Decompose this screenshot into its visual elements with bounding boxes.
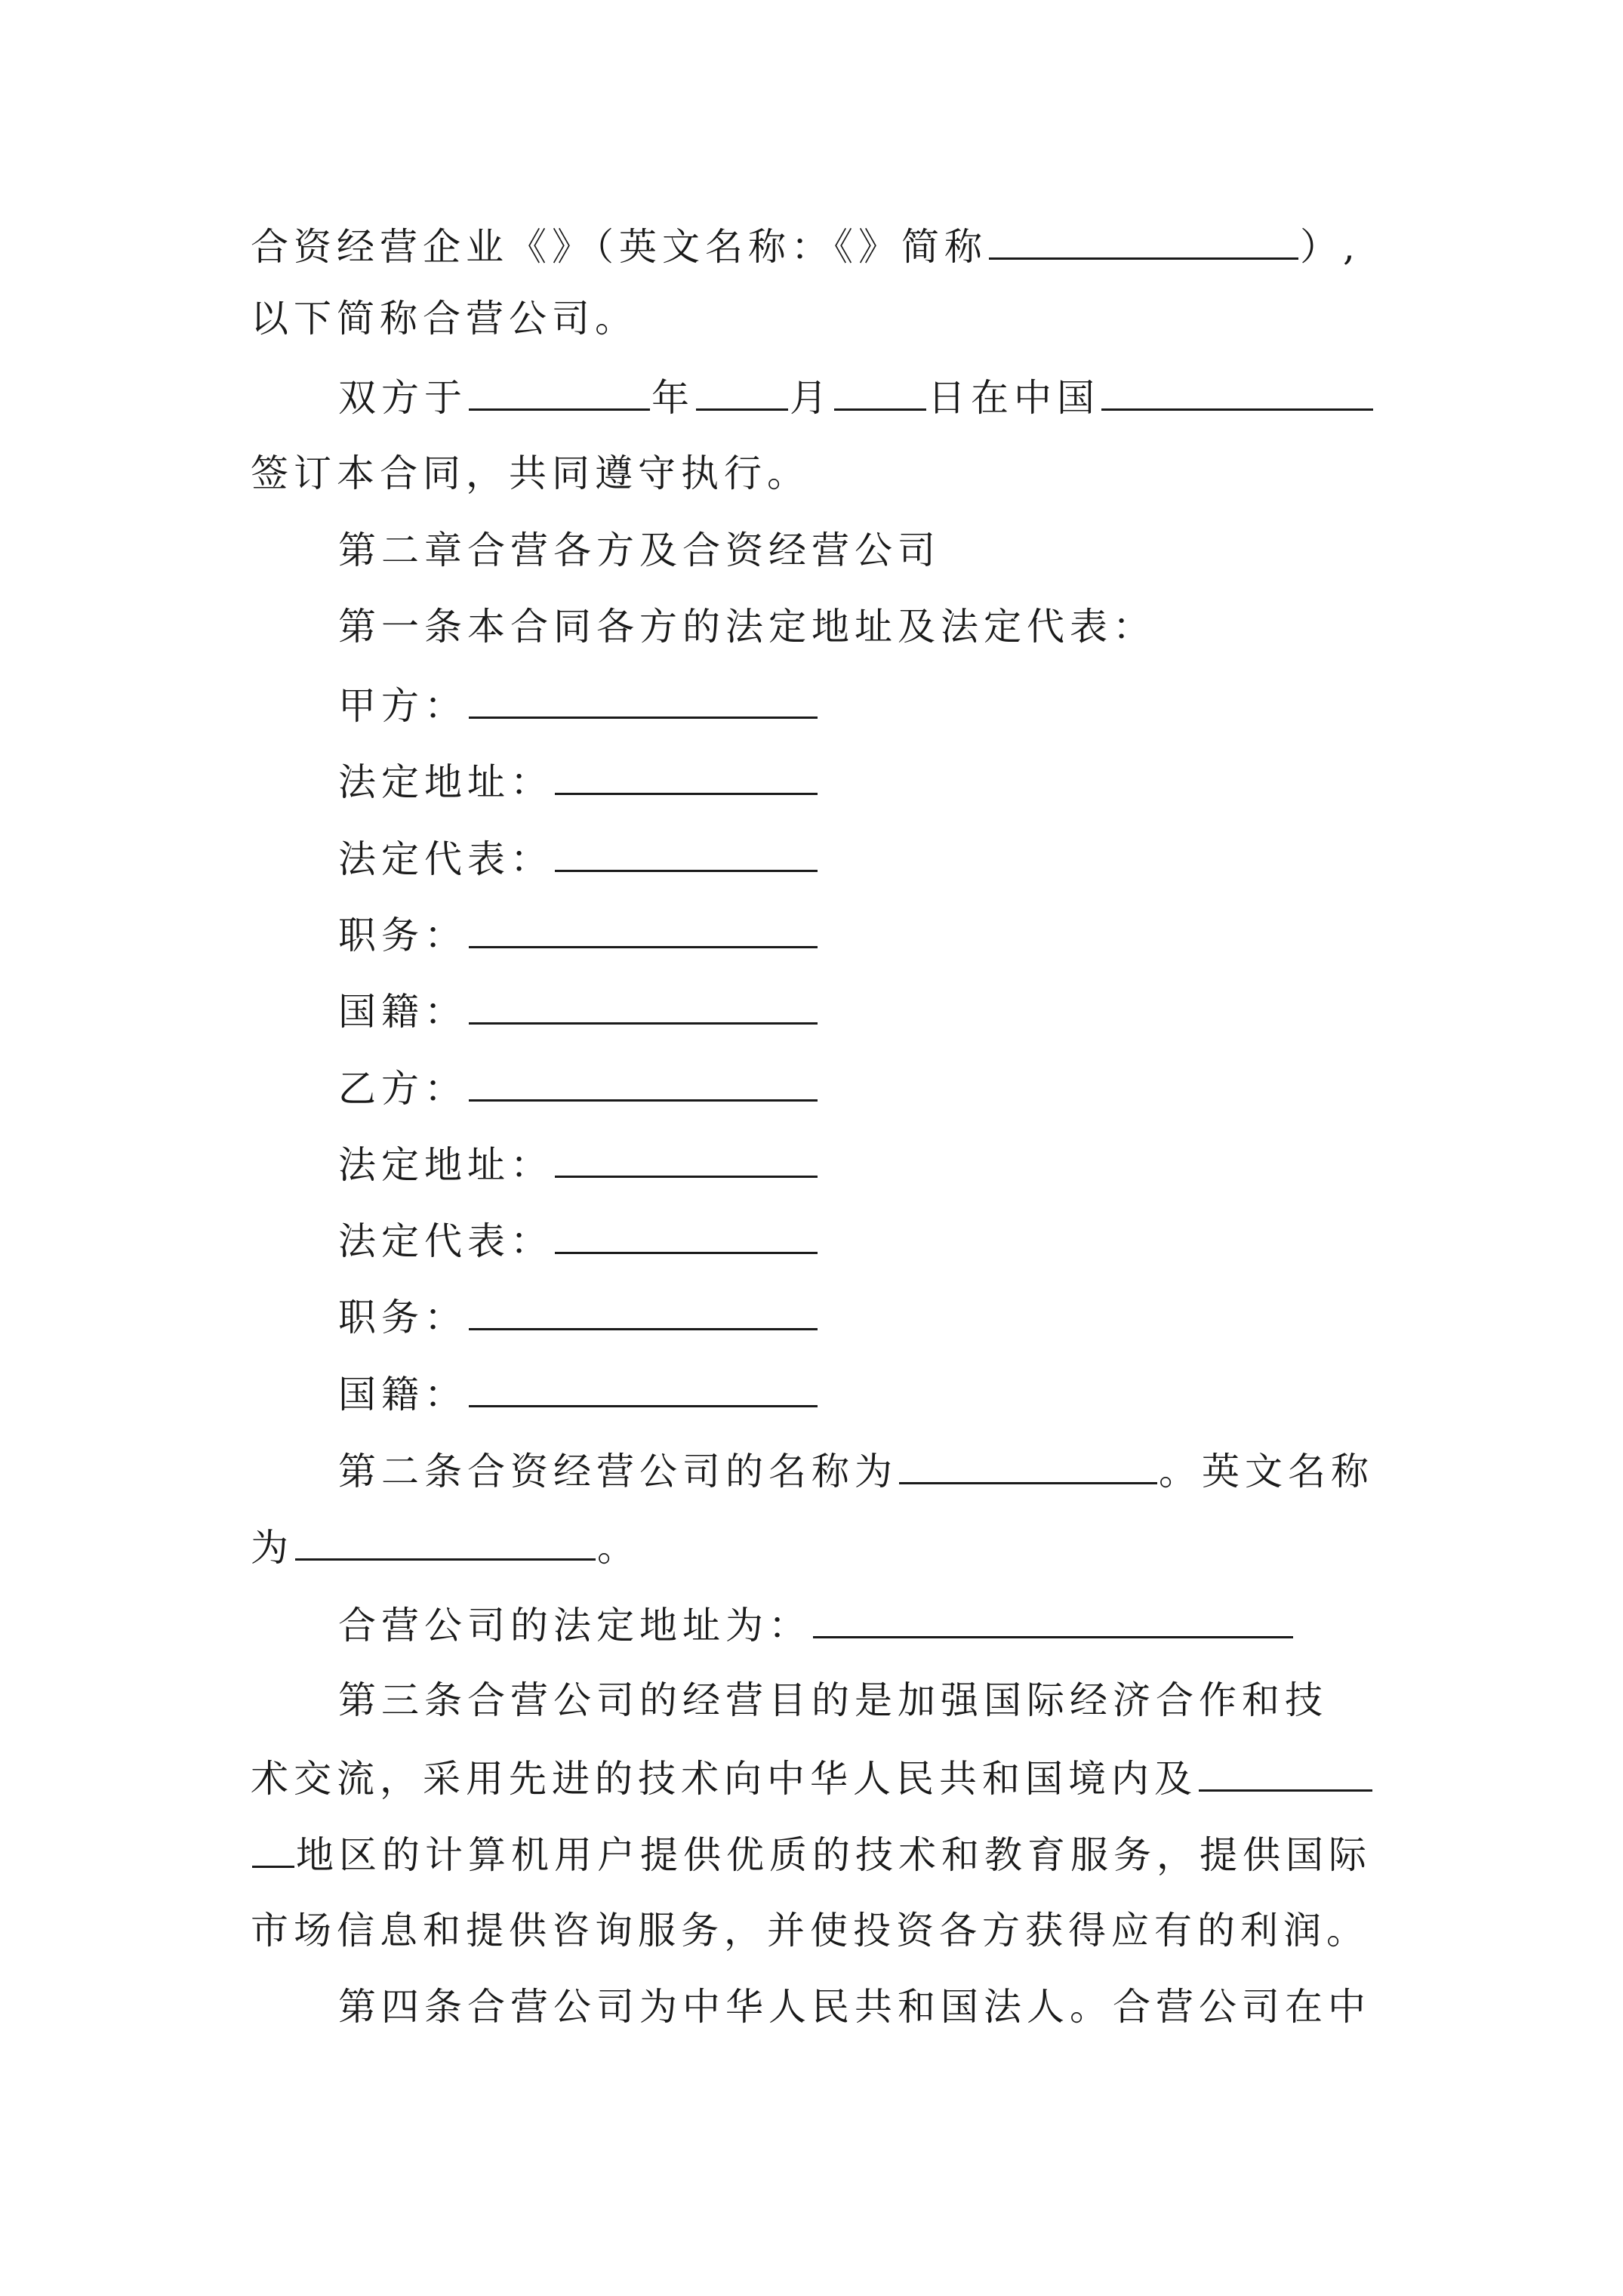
field-label: 甲方： [338, 684, 467, 728]
party-a-address-line [338, 758, 819, 803]
text-segment: 第二章合营各方及合资经营公司 [338, 529, 941, 572]
fill-in-blank [555, 835, 818, 872]
fill-in-blank [469, 1293, 818, 1330]
text-line [251, 1831, 1372, 1876]
text-line [251, 1908, 1369, 1953]
field-label: 国籍： [338, 1373, 467, 1416]
party-b-representative-line [338, 1217, 819, 1262]
text-segment: 月 [790, 376, 833, 420]
text-segment: 第四条合营公司为中华人民共和国法人。合营公司在中 [338, 1985, 1371, 2029]
chapter-heading [338, 528, 941, 573]
field-label: 法定地址： [338, 760, 553, 804]
fill-in-blank [555, 1141, 818, 1178]
fill-in-blank [813, 1601, 1293, 1638]
party-a-nationality-line [338, 988, 819, 1033]
text-segment: 日在中国 [928, 376, 1100, 420]
text-segment: 第三条合营公司的经营目的是加强国际经济合作和技 [338, 1678, 1328, 1722]
field-label: 法定代表： [338, 837, 553, 881]
party-a-representative-line [338, 835, 819, 880]
party-b-address-line [338, 1141, 819, 1186]
party-a-position-line [338, 911, 819, 957]
fill-in-blank [555, 758, 818, 795]
text-line [338, 1601, 1295, 1647]
fill-in-blank [989, 223, 1298, 260]
fill-in-blank [252, 1831, 294, 1868]
text-segment: ）, [1300, 225, 1360, 269]
fill-in-blank [469, 374, 650, 411]
text-segment: 第一条本合同各方的法定地址及法定代表： [338, 605, 1156, 649]
fill-in-blank [834, 374, 926, 411]
text-segment: 签订本合同，共同遵守执行。 [251, 451, 810, 495]
fill-in-blank [469, 682, 818, 719]
text-segment: 双方于 [338, 376, 467, 420]
text-line [338, 1678, 1328, 1723]
fill-in-blank [1199, 1755, 1372, 1792]
fill-in-blank [469, 911, 818, 948]
text-segment: 第二条合资经营公司的名称为 [338, 1450, 898, 1493]
text-line [251, 1524, 640, 1569]
text-segment: 合资经营企业《》（英文名称：《》简称 [251, 225, 987, 269]
text-line [338, 1447, 1374, 1493]
field-label: 法定代表： [338, 1219, 553, 1263]
text-segment: 地区的计算机用户提供优质的技术和教育服务，提供国际 [296, 1833, 1372, 1877]
field-label: 职务： [338, 914, 467, 957]
text-segment: 市场信息和提供咨询服务，并使投资各方获得应有的利润。 [251, 1909, 1369, 1952]
fill-in-blank [696, 374, 788, 411]
fill-in-blank [469, 1065, 818, 1102]
fill-in-blank [555, 1217, 818, 1254]
text-line [251, 451, 810, 496]
field-label: 国籍： [338, 990, 467, 1034]
text-segment: 以下简称合营公司。 [251, 297, 638, 341]
fill-in-blank [469, 988, 818, 1025]
article-heading [338, 604, 1156, 649]
fill-in-blank [295, 1524, 596, 1561]
text-segment: 。 [597, 1526, 640, 1570]
fill-in-blank [1101, 374, 1373, 411]
field-label: 乙方： [338, 1067, 467, 1111]
text-line [338, 1984, 1371, 2029]
text-segment: 为 [251, 1526, 294, 1570]
text-segment: 合营公司的法定地址为： [338, 1604, 812, 1647]
field-label: 法定地址： [338, 1143, 553, 1187]
text-line [251, 1755, 1374, 1800]
party-b-line [338, 1065, 819, 1110]
text-line [251, 296, 638, 341]
text-segment: 年 [651, 376, 694, 420]
party-b-position-line [338, 1293, 819, 1339]
text-segment: 。英文名称 [1159, 1450, 1374, 1493]
text-line [338, 374, 1375, 419]
party-b-nationality-line [338, 1370, 819, 1416]
party-a-line [338, 682, 819, 727]
fill-in-blank [469, 1370, 818, 1407]
fill-in-blank [899, 1447, 1157, 1484]
text-line [251, 223, 1360, 268]
text-segment: 术交流，采用先进的技术向中华人民共和国境内及 [251, 1757, 1197, 1801]
field-label: 职务： [338, 1296, 467, 1339]
